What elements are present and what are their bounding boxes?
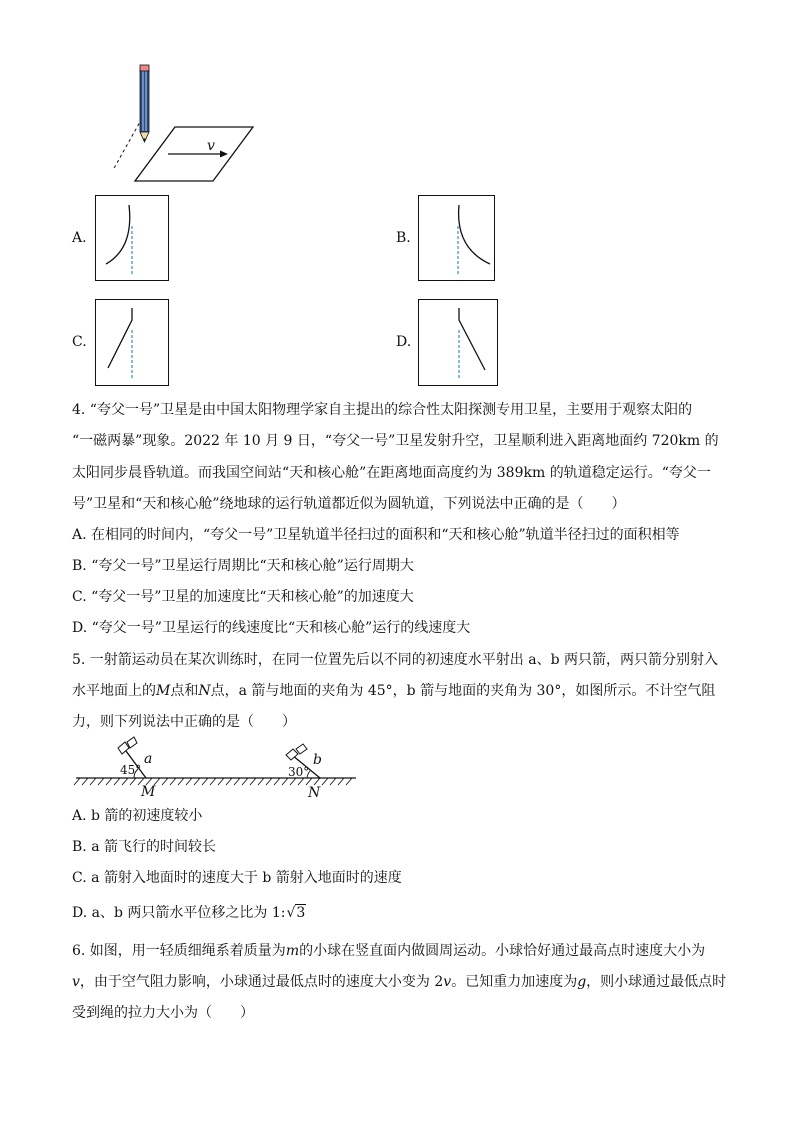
q5-option-b: B. a 箭飞行的时间较长	[72, 839, 216, 855]
q5-stem-line-2: 水平地面上的M点和N点，a 箭与地面的夹角为 45°，b 箭与地面的夹角为 30°，如图所示。不计空气阻	[72, 683, 716, 699]
option-a-label: A.	[72, 230, 87, 246]
option-c-label: C.	[72, 334, 87, 350]
sqrt-symbol: √	[286, 905, 296, 921]
q4-stem-line-4: 号”卫星和“天和核心舱”绕地球的运行轨道都近似为圆轨道，下列说法中正确的是（ ）	[72, 496, 626, 512]
point-m-label: M	[141, 784, 156, 800]
option-c-graph	[95, 299, 169, 386]
velocity-label: v	[207, 138, 215, 154]
q4-stem-line-3: 太阳同步晨昏轨道。而我国空间站“天和核心舱”在距离地面高度约为 389km 的轨道稳定运行。“夸父一	[72, 465, 711, 481]
option-d-label: D.	[396, 334, 412, 350]
angle-a-label: 45°	[120, 763, 142, 777]
q5-stem-line-1: 5. 一射箭运动员在某次训练时，在同一位置先后以不同的初速度水平射出 a、b 两只箭，两只箭分别射入	[72, 652, 719, 668]
sqrt-radicand: 3	[296, 905, 306, 921]
q6-stem-line-2: v，由于空气阻力影响，小球通过最低点时的速度大小变为 2v。已知重力加速度为g，则小球通过最低点时	[72, 974, 727, 990]
option-b-label: B.	[396, 230, 411, 246]
q4-stem-line-1: 4. “夸父一号”卫星是由中国太阳物理学家自主提出的综合性太阳探测专用卫星，主要用于观察太阳的	[72, 402, 693, 418]
angle-b-label: 30°	[288, 765, 310, 779]
q4-option-c: C. “夸父一号”卫星的加速度比“天和核心舱”的加速度大	[72, 589, 414, 605]
q5-stem-line-3: 力，则下列说法中正确的是（ ）	[72, 714, 296, 730]
point-n-label: N	[308, 785, 321, 801]
q5-option-d: D. a、b 两只箭水平位移之比为 1:√3	[72, 905, 306, 921]
pencil-paper-figure	[60, 60, 240, 185]
option-b-graph	[418, 195, 495, 281]
q4-stem-line-2: “一磁两暴”现象。2022 年 10 月 9 日，“夸父一号”卫星发射升空，卫星顺利进入距离地面约 720km 的	[72, 433, 719, 449]
pencil-icon	[140, 65, 149, 142]
q5-option-c: C. a 箭射入地面时的速度大于 b 箭射入地面时的速度	[72, 870, 402, 886]
q6-stem-line-3: 受到绳的拉力大小为（ ）	[72, 1005, 254, 1021]
q4-option-d: D. “夸父一号”卫星运行的线速度比“天和核心舱”运行的线速度大	[72, 620, 471, 636]
q4-option-a: A. 在相同的时间内，“夸父一号”卫星轨道半径扫过的面积和“天和核心舱”轨道半径扫过的面积相等	[72, 527, 680, 543]
arrow-a-label: a	[144, 751, 153, 767]
option-a-graph	[95, 195, 169, 281]
option-d-graph	[418, 299, 498, 386]
q6-stem-line-1: 6. 如图，用一轻质细绳系着质量为m的小球在竖直面内做圆周运动。小球恰好通过最高点时速度大小为	[72, 943, 706, 959]
q4-option-b: B. “夸父一号”卫星运行周期比“天和核心舱”运行周期大	[72, 558, 414, 574]
arrow-b-label: b	[313, 752, 322, 768]
q5-option-a: A. b 箭的初速度较小	[72, 808, 203, 824]
